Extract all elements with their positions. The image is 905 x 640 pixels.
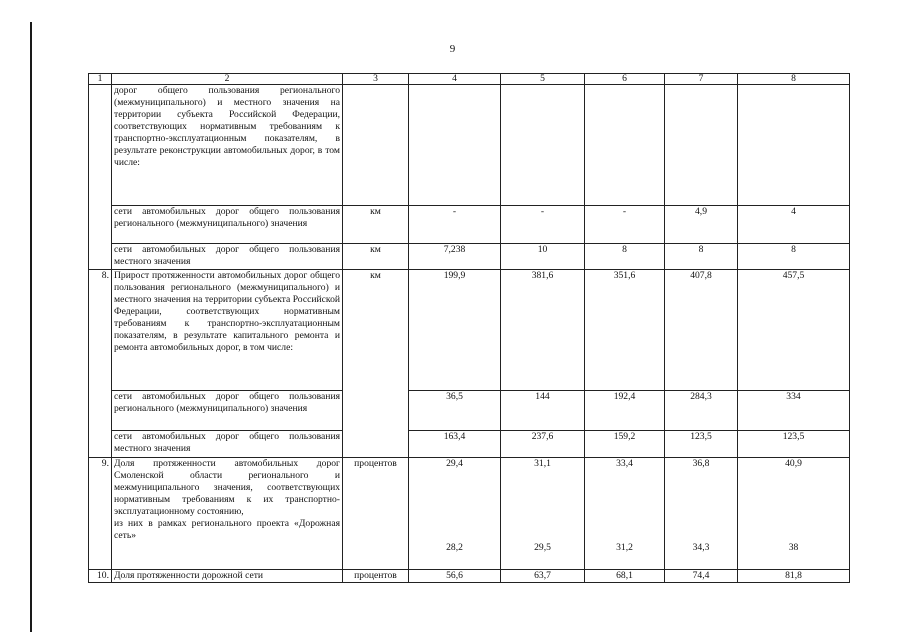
value-cell: 74,4 bbox=[665, 570, 738, 583]
indicator-name: сети автомобильных дорог общего пользования регионального (межмуниципального) значения bbox=[112, 206, 343, 244]
value-cell: 123,5 bbox=[738, 431, 850, 458]
value-main: 36,8 bbox=[692, 458, 710, 469]
value-sub: 29,5 bbox=[534, 542, 551, 553]
table-row bbox=[89, 244, 850, 270]
value-sub: 38 bbox=[788, 542, 799, 553]
value-cell: 237,6 bbox=[501, 431, 585, 458]
value-cell: 8 bbox=[585, 244, 665, 270]
column-header: 4 bbox=[409, 74, 501, 85]
value-cell: 4 bbox=[738, 206, 850, 244]
value-cell: 407,8 bbox=[665, 270, 738, 391]
column-number-header-row bbox=[89, 74, 850, 85]
value-cell: 8 bbox=[665, 244, 738, 270]
column-header: 7 bbox=[665, 74, 738, 85]
value-cell: - bbox=[409, 206, 501, 244]
value-cell bbox=[665, 85, 738, 206]
row-number: 9. bbox=[89, 458, 112, 570]
value-main: 29,4 bbox=[446, 458, 463, 469]
column-header: 8 bbox=[738, 74, 850, 85]
value-main: 33,4 bbox=[616, 458, 633, 469]
value-cell: 163,4 bbox=[409, 431, 501, 458]
unit-cell bbox=[343, 85, 409, 206]
column-header: 5 bbox=[501, 74, 585, 85]
unit-cell: км bbox=[343, 270, 409, 458]
value-cell: 457,5 bbox=[738, 270, 850, 391]
column-header: 1 bbox=[89, 74, 112, 85]
value-cell bbox=[501, 85, 585, 206]
column-header: 2 bbox=[112, 74, 343, 85]
indicator-table bbox=[88, 73, 850, 583]
column-header: 3 bbox=[343, 74, 409, 85]
table-row bbox=[89, 206, 850, 244]
column-header: 6 bbox=[585, 74, 665, 85]
indicator-name-sub: из них в рамках регионального проекта «Дорожная сеть» bbox=[114, 518, 340, 541]
table-row bbox=[89, 431, 850, 458]
value-main: 31,1 bbox=[534, 458, 551, 469]
table-row bbox=[89, 570, 850, 583]
row-number: 8. bbox=[89, 270, 112, 458]
row-number: 10. bbox=[89, 570, 112, 583]
value-cell: - bbox=[585, 206, 665, 244]
value-cell: 351,6 bbox=[585, 270, 665, 391]
value-cell: 81,8 bbox=[738, 570, 850, 583]
page-number: 9 bbox=[449, 43, 456, 55]
value-sub: 28,2 bbox=[446, 542, 463, 553]
indicator-name bbox=[112, 458, 343, 570]
value-cell: 123,5 bbox=[665, 431, 738, 458]
value-cell: 7,238 bbox=[409, 244, 501, 270]
value-cell: 199,9 bbox=[409, 270, 501, 391]
value-sub: 34,3 bbox=[692, 542, 710, 553]
value-cell: 192,4 bbox=[585, 391, 665, 431]
value-cell: 144 bbox=[501, 391, 585, 431]
value-cell: 63,7 bbox=[501, 570, 585, 583]
value-cell bbox=[738, 458, 850, 570]
value-cell: 10 bbox=[501, 244, 585, 270]
value-cell: 4,9 bbox=[665, 206, 738, 244]
indicator-name: сети автомобильных дорог общего пользования местного значения bbox=[112, 431, 343, 458]
table-row bbox=[89, 458, 850, 570]
value-cell bbox=[585, 458, 665, 570]
unit-cell: км bbox=[343, 206, 409, 244]
value-cell bbox=[409, 85, 501, 206]
value-cell: - bbox=[501, 206, 585, 244]
value-cell: 381,6 bbox=[501, 270, 585, 391]
table-row bbox=[89, 391, 850, 431]
value-cell: 159,2 bbox=[585, 431, 665, 458]
table-row bbox=[89, 85, 850, 206]
indicator-name: сети автомобильных дорог общего пользования местного значения bbox=[112, 244, 343, 270]
value-sub: 31,2 bbox=[616, 542, 633, 553]
row-number bbox=[89, 85, 112, 270]
unit-cell: процентов bbox=[343, 458, 409, 570]
indicator-name: Доля протяженности дорожной сети bbox=[112, 570, 343, 583]
value-cell: 56,6 bbox=[409, 570, 501, 583]
value-cell bbox=[501, 458, 585, 570]
value-cell: 284,3 bbox=[665, 391, 738, 431]
unit-cell: км bbox=[343, 244, 409, 270]
value-cell: 334 bbox=[738, 391, 850, 431]
unit-cell: процентов bbox=[343, 570, 409, 583]
indicator-name: Прирост протяженности автомобильных дорог общего пользования регионального (межмуниципального) и местного значения на территории субъекта Российской Федерации, соответствующих нормативным требованиям к транспортно-эксплуатационным показателям, в результате капитального ремонта и ремонта автомобильных дорог, в том числе: bbox=[112, 270, 343, 391]
value-cell bbox=[738, 85, 850, 206]
indicator-name: дорог общего пользования регионального (межмуниципального) и местного значения на территории субъекта Российской Федерации, соответствующих нормативным требованиям к транспортно-эксплуатационным показателям, в результате реконструкции автомобильных дорог, в том числе: bbox=[112, 85, 343, 206]
value-cell bbox=[585, 85, 665, 206]
value-cell bbox=[665, 458, 738, 570]
value-cell: 8 bbox=[738, 244, 850, 270]
indicator-name: сети автомобильных дорог общего пользования регионального (межмуниципального) значения bbox=[112, 391, 343, 431]
value-cell: 68,1 bbox=[585, 570, 665, 583]
value-cell bbox=[409, 458, 501, 570]
table-row bbox=[89, 270, 850, 391]
value-cell: 36,5 bbox=[409, 391, 501, 431]
value-main: 40,9 bbox=[785, 458, 802, 469]
binding-line bbox=[30, 22, 32, 632]
indicator-name-main: Доля протяженности автомобильных дорог Смоленской области регионального и межмуниципального значения, соответствующих нормативным требованиям к их транспортно-эксплуатационному состоянию, bbox=[114, 458, 340, 517]
